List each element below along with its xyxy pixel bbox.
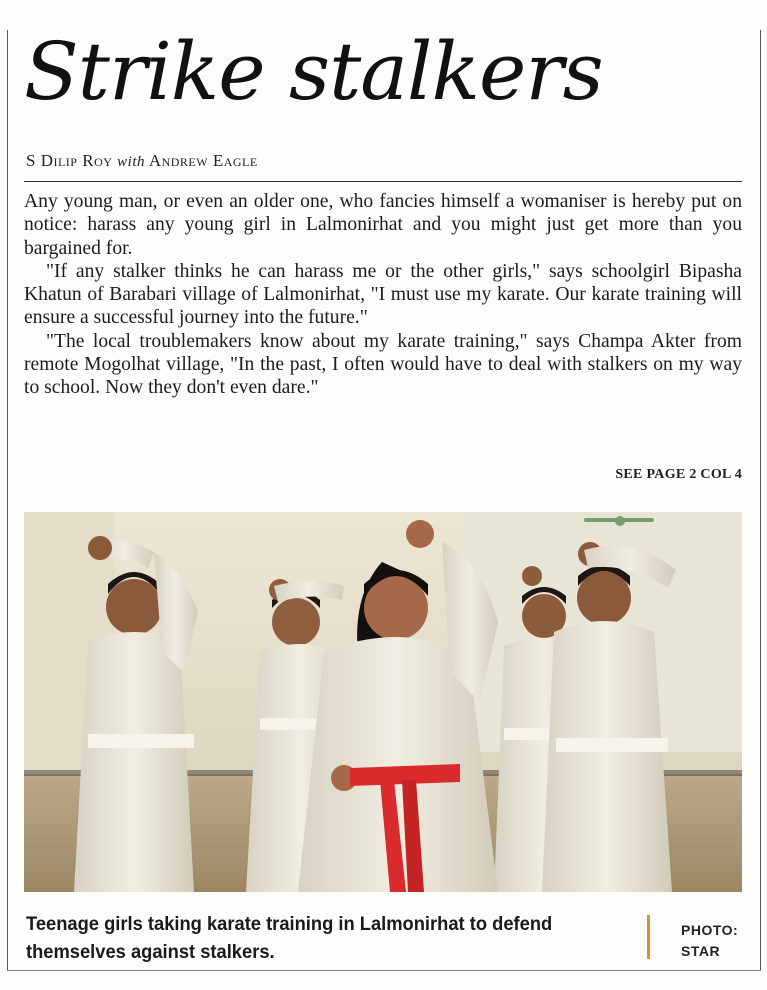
caption-accent-bar xyxy=(647,915,650,959)
article-paragraph: "The local troublemakers know about my karate training," says Champa Akter from remote Mogolhat village, "In the past, I often would have to deal with stalkers on my way to school. Now they don't even dare." xyxy=(24,330,742,399)
column-rule-left xyxy=(7,30,8,970)
article-paragraph: "If any stalker thinks he can harass me or the other girls," says schoolgirl Bipasha Khatun of Barabari village of Lalmonirhat, "I must use my karate. Our karate training will ensure a successful journey into the future." xyxy=(24,260,742,329)
bottom-rule xyxy=(7,970,761,971)
byline xyxy=(26,151,742,171)
byline-author-1: S Dilip Roy xyxy=(26,151,113,170)
headline: Strike stalkers xyxy=(24,25,603,118)
article-body xyxy=(24,190,742,400)
photo-credit-label: PHOTO: xyxy=(681,922,739,938)
photo-caption: Teenage girls taking karate training in Lalmonirhat to defend themselves against stalkers. xyxy=(26,913,553,963)
photo-credit xyxy=(681,920,738,962)
byline-divider xyxy=(24,181,742,182)
article-paragraph: Any young man, or even an older one, who fancies himself a womaniser is hereby put on notice: harass any young girl in Lalmonirhat and you might just get more than you bargained for. xyxy=(24,191,742,259)
byline-connector: with xyxy=(117,154,145,170)
byline-author-2: Andrew Eagle xyxy=(148,151,258,170)
column-rule-right xyxy=(760,30,761,970)
karate-training-photo xyxy=(24,512,742,892)
photo-credit-source: STAR xyxy=(681,943,721,959)
continuation-jump[interactable]: SEE PAGE 2 COL 4 xyxy=(615,467,742,482)
